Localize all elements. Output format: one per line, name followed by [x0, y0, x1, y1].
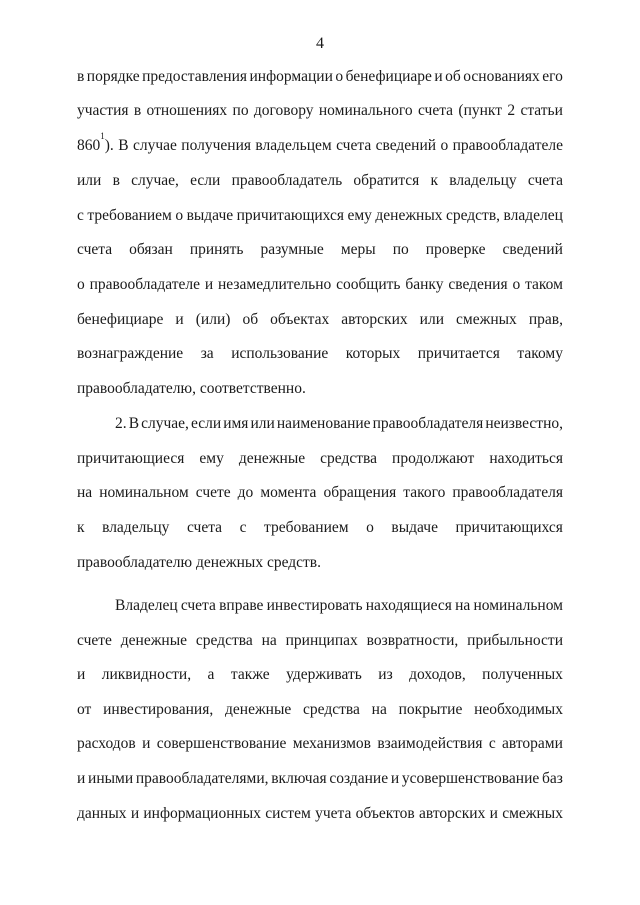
word: выдаче	[391, 519, 438, 536]
word: покрытие	[398, 701, 463, 718]
word: находящиеся	[365, 597, 452, 614]
word: договору	[253, 102, 314, 119]
text-line	[77, 101, 563, 121]
word: (или)	[195, 311, 231, 328]
word: имя	[223, 415, 249, 432]
word: счета	[186, 519, 223, 536]
word: средства	[320, 450, 377, 467]
word: номинального	[318, 102, 413, 119]
word: правообладателями,	[135, 770, 269, 787]
word: доходов,	[409, 666, 466, 683]
text-line	[115, 596, 563, 616]
word: причитается	[417, 345, 500, 362]
word: ему	[347, 207, 372, 224]
word: правообладателя	[452, 484, 563, 501]
text-line	[77, 379, 306, 399]
word: за	[200, 345, 214, 362]
word: включая	[271, 770, 327, 787]
word: удерживать	[286, 666, 362, 683]
word: по	[392, 241, 409, 258]
word: правообладатель	[231, 172, 343, 189]
word: отношениях	[146, 102, 228, 119]
word: номинальном	[473, 597, 563, 614]
text-line	[77, 67, 563, 87]
word: предоставления	[142, 68, 248, 85]
word: 2.	[115, 415, 127, 432]
word: счета	[527, 172, 563, 189]
word: и	[77, 770, 86, 787]
word: или	[419, 311, 444, 328]
text-line	[77, 631, 563, 651]
word: авторами	[502, 735, 563, 752]
text-line	[77, 483, 563, 503]
word: правообладателя	[372, 415, 484, 432]
word: информационных	[143, 805, 261, 822]
word: о	[77, 276, 85, 293]
word: сведений	[502, 241, 563, 258]
text-line	[77, 240, 563, 260]
word: такого	[403, 484, 446, 501]
text-line	[77, 734, 563, 754]
text-line	[77, 665, 563, 685]
word: и	[434, 68, 443, 85]
word: в	[77, 68, 85, 85]
word: незамедлительно	[218, 276, 332, 293]
word: владельцу	[449, 172, 517, 189]
text-line	[77, 518, 563, 538]
text-line	[115, 414, 563, 434]
text-line	[77, 769, 563, 789]
text-line	[77, 275, 563, 295]
word: обратится	[353, 172, 420, 189]
word: расходов	[77, 735, 136, 752]
word: счете	[77, 632, 112, 649]
word: на	[455, 597, 471, 614]
word: с	[77, 207, 84, 224]
word: требованием	[87, 207, 172, 224]
word: требованием	[264, 519, 349, 536]
word: обязан	[129, 241, 173, 258]
word: причитающихся	[455, 519, 563, 536]
word: информации	[249, 68, 333, 85]
word: правообладателю, соответственно.	[77, 380, 306, 397]
word: учета	[315, 805, 352, 822]
word: инвестировать	[266, 597, 363, 614]
word: В	[128, 415, 140, 432]
word: принять	[189, 241, 244, 258]
word: средств,	[445, 207, 501, 224]
word: авторских	[419, 805, 486, 822]
word: ликвидности,	[101, 666, 192, 683]
word: по	[232, 102, 249, 119]
word: авторских	[341, 311, 408, 328]
superscript: 1	[100, 131, 105, 141]
text-line	[77, 449, 563, 469]
word: неизвестно,	[485, 415, 563, 432]
word: основаниях	[463, 68, 540, 85]
word: средства	[303, 701, 360, 718]
word: денежные	[120, 632, 188, 649]
word: причитающиеся	[77, 450, 185, 467]
word: до	[237, 484, 254, 501]
word: бенефициаре	[77, 311, 164, 328]
word: если	[190, 415, 222, 432]
word: создание	[329, 770, 389, 787]
word: обращения	[323, 484, 397, 501]
word: счета	[77, 241, 113, 258]
word: инвестирования,	[103, 701, 214, 718]
word: если	[190, 172, 221, 189]
word: разумные	[260, 241, 324, 258]
word: такому	[517, 345, 563, 362]
word: бенефициаре	[345, 68, 432, 85]
word: от	[77, 701, 92, 718]
word: и	[130, 805, 140, 822]
word: взаимодействия	[377, 735, 483, 752]
word: принципах	[285, 632, 358, 649]
word: систем	[265, 805, 311, 822]
word: вознаграждение	[77, 345, 184, 362]
word: совершенствование	[156, 735, 287, 752]
word: из	[378, 666, 393, 683]
word: правообладателю денежных средств.	[77, 554, 321, 571]
word: участия	[77, 102, 129, 119]
word: о	[175, 207, 184, 224]
word: возвратности,	[366, 632, 459, 649]
word: прав,	[528, 311, 563, 328]
word: и	[175, 311, 184, 328]
page-number: 4	[316, 35, 324, 52]
word: о	[335, 68, 344, 85]
word: счета	[180, 597, 216, 614]
word: сообщить	[336, 276, 401, 293]
word: прибыльности	[467, 632, 563, 649]
word: (пункт	[458, 102, 503, 119]
word: объектах	[270, 311, 330, 328]
word: банку	[405, 276, 444, 293]
word: необходимых	[474, 701, 563, 718]
word: правообладателе	[89, 276, 200, 293]
article-number: 860	[77, 137, 101, 154]
word: статьи	[520, 102, 563, 119]
word: усовершенствование	[401, 770, 540, 787]
word: меры	[340, 241, 376, 258]
word: случае,	[131, 172, 179, 189]
text-line	[77, 206, 563, 226]
word: в	[133, 102, 142, 119]
word: о	[366, 519, 374, 536]
word: на	[371, 701, 387, 718]
word: Владелец	[115, 597, 178, 614]
word: а	[207, 666, 215, 683]
text-line	[77, 553, 321, 573]
word: владелец	[503, 207, 563, 224]
word: также	[230, 666, 270, 683]
word: счета	[417, 102, 454, 119]
word: ему	[199, 450, 224, 467]
line-text: ). В случае получения владельцем счета сведений о правообладателе	[104, 137, 563, 154]
word: причитающихся	[236, 207, 344, 224]
word: использование	[231, 345, 329, 362]
word: об	[242, 311, 259, 328]
word: к	[77, 519, 85, 536]
word: с	[239, 519, 247, 536]
word: владельцу	[102, 519, 170, 536]
word: его	[542, 68, 563, 85]
word: которых	[345, 345, 401, 362]
word: наименование	[276, 415, 371, 432]
word: выдаче	[186, 207, 234, 224]
word: продолжают	[392, 450, 475, 467]
word: полученных	[482, 666, 563, 683]
word: находиться	[489, 450, 563, 467]
word: об	[445, 68, 461, 85]
word: или	[250, 415, 275, 432]
word: денежные	[238, 450, 306, 467]
word: механизмов	[292, 735, 371, 752]
word: вправе	[219, 597, 264, 614]
word: и	[77, 666, 86, 683]
text-line	[77, 310, 563, 330]
word: номинальном	[99, 484, 189, 501]
word: и	[142, 735, 151, 752]
text-line	[77, 171, 563, 191]
word: с	[488, 735, 496, 752]
word: счете	[195, 484, 231, 501]
word: проверке	[425, 241, 486, 258]
word: о	[512, 276, 521, 293]
word: момента	[260, 484, 317, 501]
word: на	[77, 484, 93, 501]
text-line	[77, 131, 563, 156]
word: средства	[195, 632, 253, 649]
word: таком	[525, 276, 563, 293]
word: и	[390, 770, 400, 787]
word: денежные	[225, 701, 292, 718]
text-line	[77, 804, 563, 824]
word: смежных	[502, 805, 563, 822]
word: в	[112, 172, 120, 189]
word: иными	[88, 770, 134, 787]
word: 2	[507, 102, 516, 119]
word: порядке	[86, 68, 140, 85]
word: на	[261, 632, 277, 649]
word: сведения	[448, 276, 508, 293]
text-line	[77, 700, 563, 720]
word: и	[204, 276, 214, 293]
word: объектов	[355, 805, 415, 822]
word: к	[430, 172, 439, 189]
word: смежных	[456, 311, 517, 328]
word: данных	[77, 805, 127, 822]
text-line	[77, 344, 563, 364]
word: или	[77, 172, 102, 189]
word: случае,	[141, 415, 189, 432]
word: денежных	[375, 207, 443, 224]
word: баз	[542, 770, 563, 787]
word: и	[489, 805, 498, 822]
